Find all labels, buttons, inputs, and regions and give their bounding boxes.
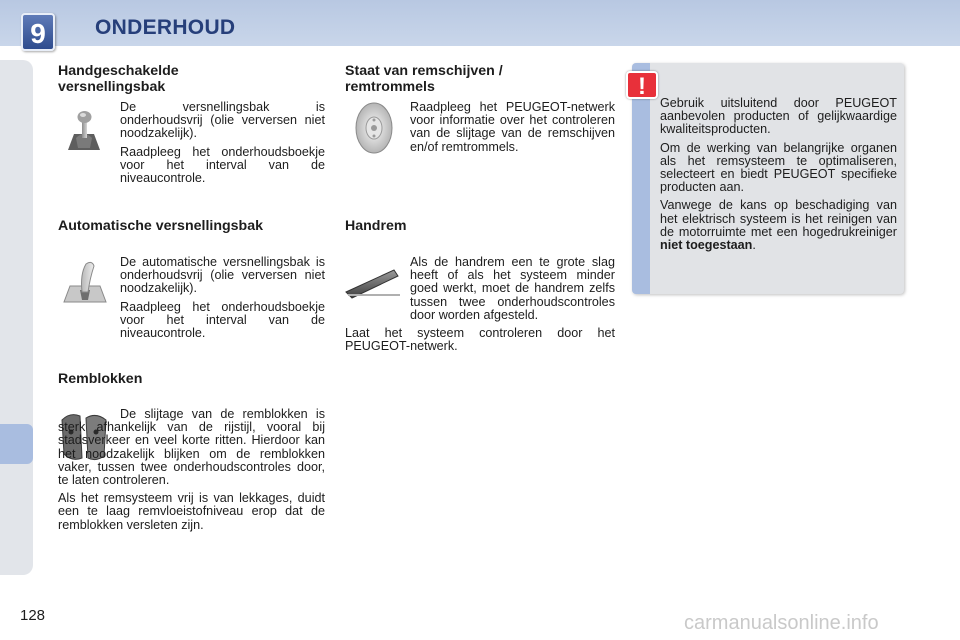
warning-paragraph-3	[660, 199, 897, 252]
auto-gearbox-paragraph-2: Raadpleeg het onderhoudsboekje voor het interval van de niveaucontrole.	[120, 299, 325, 341]
warning-paragraph-3-end: .	[752, 238, 756, 253]
warning-paragraph-3-start: Vanwege de kans op beschadiging van het elektrisch systeem is het reinigen van de motorruimte met een hogedrukreiniger	[660, 198, 897, 239]
watermark: carmanualsonline.info	[684, 612, 879, 634]
brake-discs-text	[410, 101, 615, 159]
auto-gearbox-heading: Automatische versnellingsbak	[58, 218, 263, 234]
handbrake-paragraph-1: Als de handrem een te grote slag heeft of als het systeem minder goed werkt, moet de handrem zelfs tussen twee onderhoudscontroles door worden afgesteld.	[410, 255, 615, 322]
auto-gearbox-text	[120, 256, 325, 345]
manual-gear-lever-icon	[62, 110, 106, 163]
brake-discs-paragraph-1: Raadpleeg het PEUGEOT-netwerk voor informatie over het controleren van de slijtage van de remschijven en/of remtrommels.	[410, 100, 615, 154]
warning-text	[660, 97, 897, 257]
brake-disc-icon	[350, 100, 398, 161]
chapter-title: ONDERHOUD	[95, 16, 236, 39]
handbrake-heading: Handrem	[345, 218, 407, 234]
automatic-gear-selector-icon	[60, 256, 110, 315]
brake-pads-text	[58, 408, 325, 537]
brake-pads-heading: Remblokken	[58, 371, 143, 387]
handbrake-paragraph-2: Laat het systeem controleren door het PEUGEOT-netwerk.	[345, 326, 615, 354]
gearbox-paragraph-1: De versnellingsbak is onderhoudsvrij (olie verversen niet noodzakelijk).	[120, 100, 325, 141]
brake-pads-paragraph-2: Als het remsysteem vrij is van lekkages, duidt een te laag remvloeistofniveau erop dat de remblokken versleten zijn.	[58, 491, 325, 532]
handbrake-text	[345, 256, 615, 358]
chapter-number-badge: 9	[21, 13, 55, 51]
warning-paragraph-2: Om de werking van belangrijke organen als het remsysteem te optimaliseren, selecteert en biedt PEUGEOT specifieke producten aan.	[660, 140, 897, 195]
brake-pads-paragraph-1: De slijtage van de remblokken is sterk afhankelijk van de rijstijl, vooral bij stadsverkeer en veel korte ritten. Hierdoor kan het noodzakelijk blijken om de remblokken vaker, tussen twee onderhoudscontroles door, te laten controleren.	[58, 407, 325, 488]
warning-paragraph-1: Gebruik uitsluitend door PEUGEOT aanbevolen producten of gelijkwaardige kwaliteitsproducten.	[660, 96, 897, 137]
warning-emphasis: niet toegestaan	[660, 238, 753, 253]
warning-exclamation-icon: !	[626, 71, 658, 99]
left-rail	[0, 60, 33, 575]
gearbox-heading: Handgeschakelde versnellingsbak	[58, 63, 179, 95]
auto-gearbox-paragraph-1: De automatische versnellingsbak is onderhoudsvrij (olie verversen niet noodzakelijk).	[120, 255, 325, 296]
page-number: 128	[20, 607, 46, 624]
brake-discs-heading: Staat van remschijven / remtrommels	[345, 63, 503, 95]
gearbox-text	[120, 101, 325, 190]
chapter-tab[interactable]	[0, 424, 33, 464]
gearbox-paragraph-2: Raadpleeg het onderhoudsboekje voor het interval van de niveaucontrole.	[120, 144, 325, 186]
